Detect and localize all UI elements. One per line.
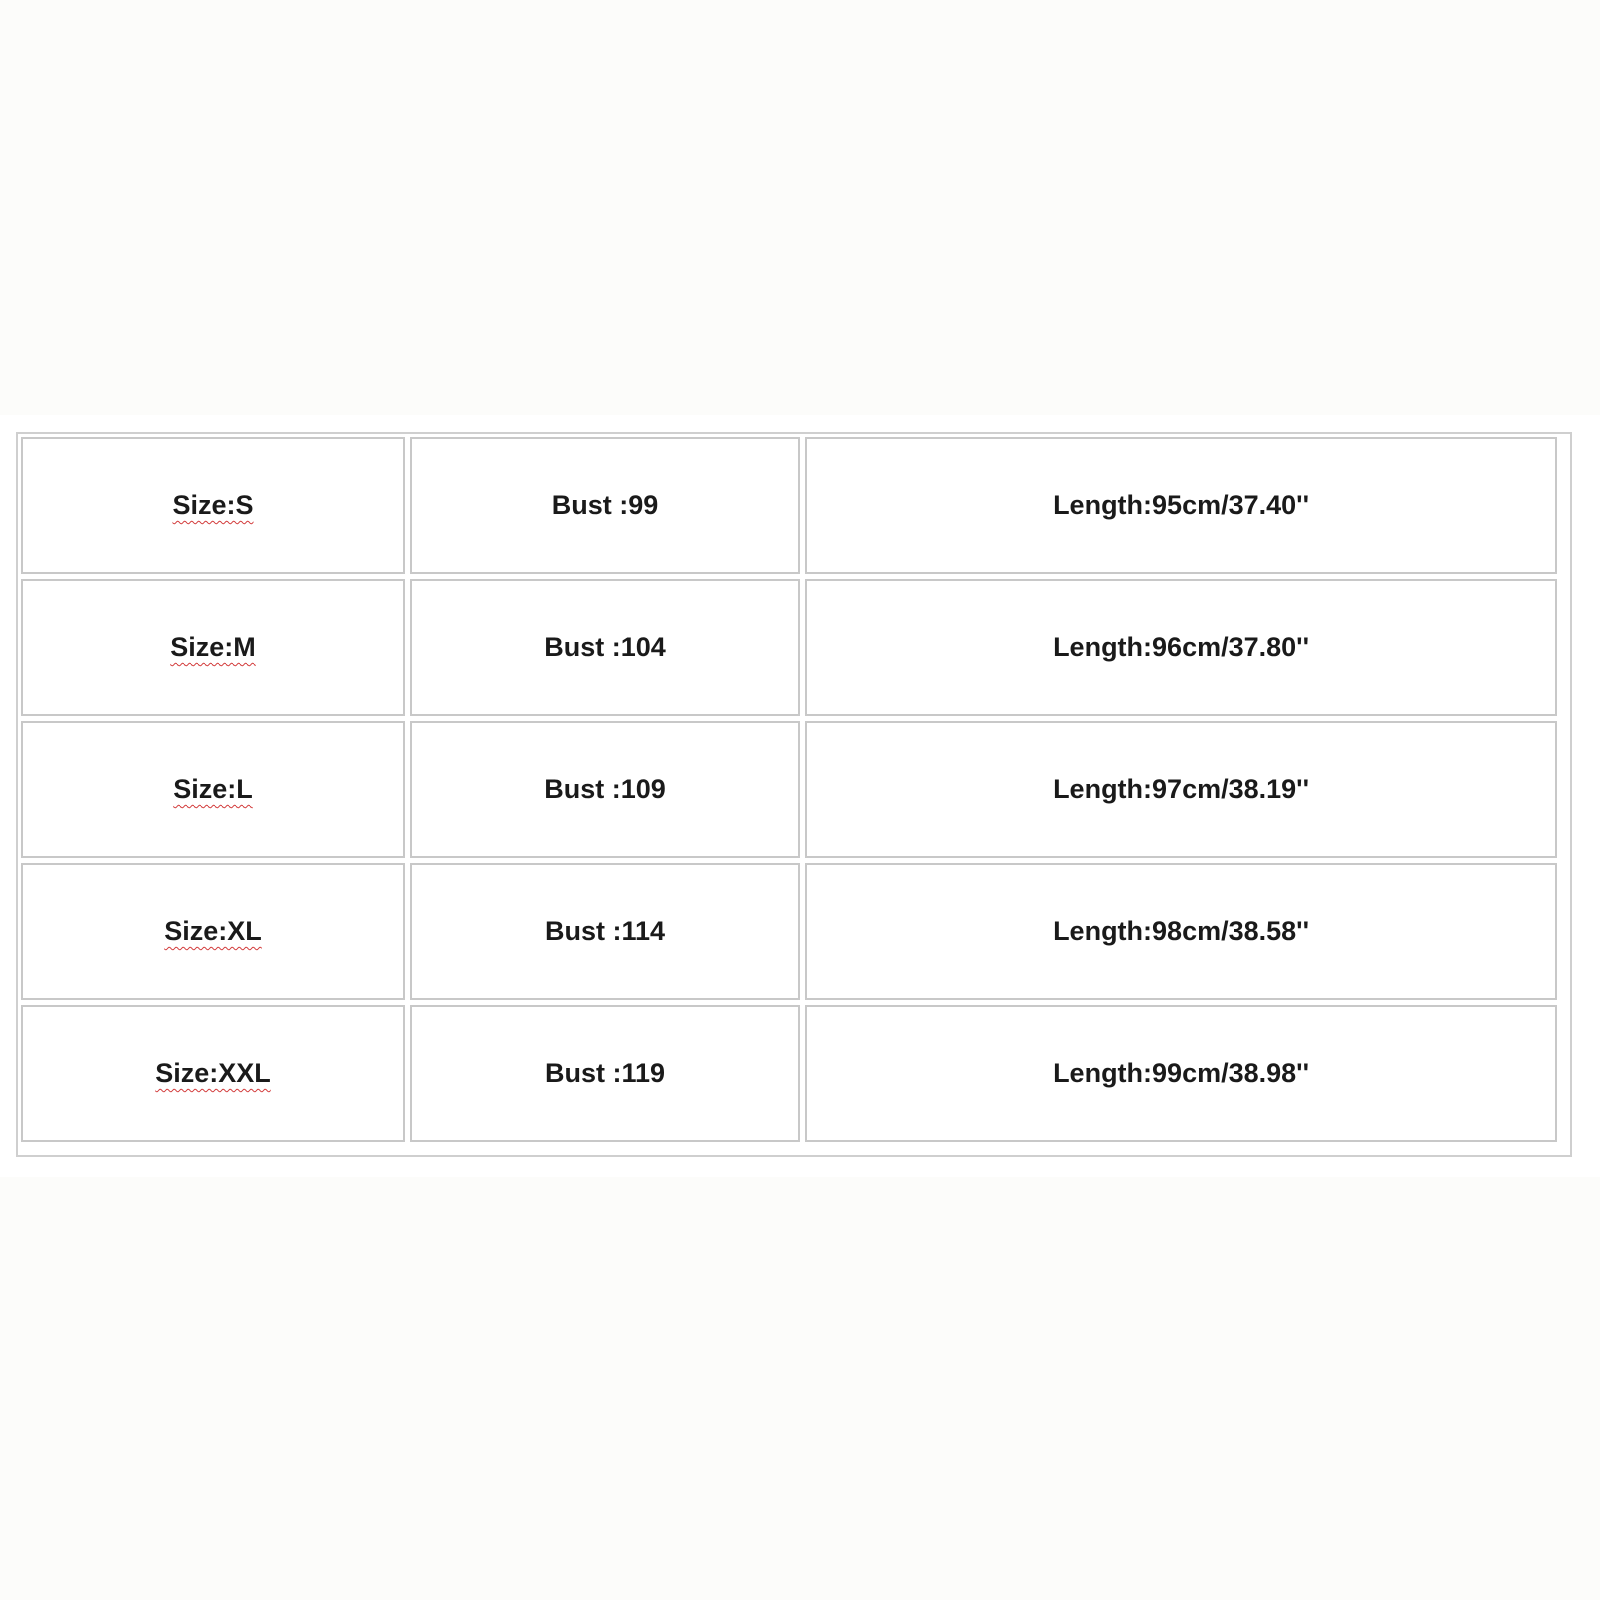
bust-cell (410, 1005, 800, 1142)
bust-cell (410, 721, 800, 858)
bust-label: Bust :109 (544, 774, 666, 804)
size-cell (21, 437, 405, 574)
size-label: Size:XL (164, 916, 262, 946)
size-cell (21, 721, 405, 858)
size-chart-table (16, 432, 1562, 1147)
table-row (21, 863, 1557, 1000)
size-cell (21, 863, 405, 1000)
length-cell (805, 721, 1557, 858)
length-cell (805, 437, 1557, 574)
table-row (21, 1005, 1557, 1142)
length-label: Length:98cm/38.58'' (1053, 916, 1309, 946)
length-label: Length:96cm/37.80'' (1053, 632, 1309, 662)
table-row (21, 579, 1557, 716)
size-cell (21, 1005, 405, 1142)
length-cell (805, 863, 1557, 1000)
length-cell (805, 579, 1557, 716)
bust-cell (410, 863, 800, 1000)
bust-cell (410, 579, 800, 716)
size-label: Size:XXL (155, 1058, 271, 1088)
bust-cell (410, 437, 800, 574)
size-label: Size:M (170, 632, 256, 662)
bust-label: Bust :104 (544, 632, 666, 662)
size-label: Size:L (173, 774, 253, 804)
size-label: Size:S (172, 490, 254, 520)
table-row (21, 721, 1557, 858)
table-row (21, 437, 1557, 574)
length-cell (805, 1005, 1557, 1142)
length-label: Length:95cm/37.40'' (1053, 490, 1309, 520)
bust-label: Bust :114 (545, 916, 666, 946)
bust-label: Bust :119 (545, 1058, 666, 1088)
length-label: Length:97cm/38.19'' (1053, 774, 1309, 804)
bust-label: Bust :99 (551, 490, 659, 520)
size-chart (16, 432, 1572, 1157)
length-label: Length:99cm/38.98'' (1053, 1058, 1309, 1088)
size-cell (21, 579, 405, 716)
